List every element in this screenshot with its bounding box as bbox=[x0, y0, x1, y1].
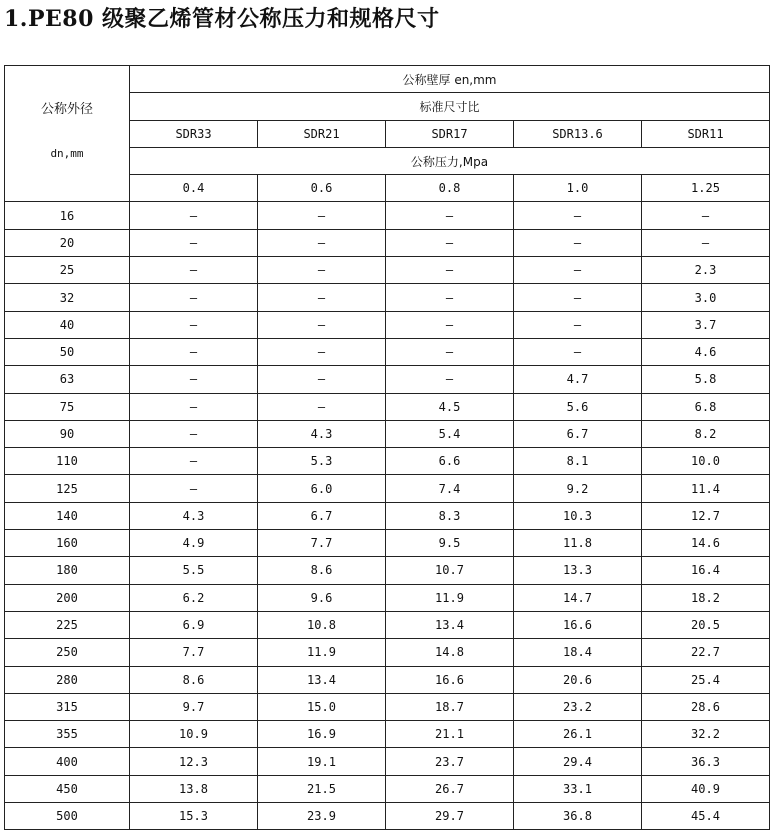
table-row bbox=[5, 557, 770, 584]
thickness-cell: — bbox=[642, 229, 770, 256]
thickness-cell: 11.4 bbox=[642, 475, 770, 502]
thickness-cell: 7.7 bbox=[258, 530, 386, 557]
thickness-cell: 3.7 bbox=[642, 311, 770, 338]
thickness-cell: — bbox=[130, 338, 258, 365]
thickness-cell: 10.3 bbox=[514, 502, 642, 529]
thickness-cell: — bbox=[130, 448, 258, 475]
wall-thickness-header: 公称壁厚 en,mm bbox=[130, 66, 770, 93]
thickness-cell: 14.6 bbox=[642, 530, 770, 557]
dn-cell: 400 bbox=[5, 748, 130, 775]
header-row-wall-thickness bbox=[5, 66, 770, 93]
dn-label-cn: 公称外径 bbox=[40, 102, 93, 117]
thickness-cell: 8.6 bbox=[130, 666, 258, 693]
thickness-cell: — bbox=[130, 202, 258, 229]
thickness-cell: 19.1 bbox=[258, 748, 386, 775]
table-row bbox=[5, 775, 770, 802]
sdr-header-cell: SDR13.6 bbox=[514, 120, 642, 147]
thickness-cell: 20.6 bbox=[514, 666, 642, 693]
thickness-cell: 6.0 bbox=[258, 475, 386, 502]
thickness-cell: 16.6 bbox=[386, 666, 514, 693]
thickness-cell: — bbox=[386, 229, 514, 256]
thickness-cell: 10.0 bbox=[642, 448, 770, 475]
table-row bbox=[5, 338, 770, 365]
thickness-cell: — bbox=[130, 420, 258, 447]
thickness-cell: — bbox=[514, 284, 642, 311]
thickness-cell: 2.3 bbox=[642, 257, 770, 284]
thickness-cell: — bbox=[514, 229, 642, 256]
thickness-cell: 4.9 bbox=[130, 530, 258, 557]
thickness-cell: 15.0 bbox=[258, 693, 386, 720]
thickness-cell: — bbox=[386, 366, 514, 393]
thickness-cell: 18.7 bbox=[386, 693, 514, 720]
thickness-cell: 29.7 bbox=[386, 803, 514, 830]
thickness-cell: 26.7 bbox=[386, 775, 514, 802]
sdr-title-header: 标准尺寸比 bbox=[130, 93, 770, 120]
thickness-cell: 7.4 bbox=[386, 475, 514, 502]
thickness-cell: — bbox=[130, 311, 258, 338]
table-row bbox=[5, 748, 770, 775]
dn-cell: 110 bbox=[5, 448, 130, 475]
thickness-cell: 21.5 bbox=[258, 775, 386, 802]
table-row bbox=[5, 530, 770, 557]
thickness-cell: — bbox=[642, 202, 770, 229]
thickness-cell: — bbox=[514, 257, 642, 284]
sdr-header-cell: SDR17 bbox=[386, 120, 514, 147]
table-row bbox=[5, 803, 770, 830]
thickness-cell: 18.4 bbox=[514, 639, 642, 666]
thickness-cell: — bbox=[130, 475, 258, 502]
table-row bbox=[5, 693, 770, 720]
table-row bbox=[5, 284, 770, 311]
table-row bbox=[5, 475, 770, 502]
thickness-cell: 29.4 bbox=[514, 748, 642, 775]
thickness-cell: 4.3 bbox=[258, 420, 386, 447]
dn-header-cell bbox=[5, 66, 130, 202]
thickness-cell: 36.8 bbox=[514, 803, 642, 830]
thickness-cell: 13.4 bbox=[258, 666, 386, 693]
thickness-cell: 8.2 bbox=[642, 420, 770, 447]
sdr-header-cell: SDR11 bbox=[642, 120, 770, 147]
thickness-cell: 9.6 bbox=[258, 584, 386, 611]
thickness-cell: 25.4 bbox=[642, 666, 770, 693]
dn-cell: 63 bbox=[5, 366, 130, 393]
thickness-cell: — bbox=[258, 284, 386, 311]
thickness-cell: 15.3 bbox=[130, 803, 258, 830]
pressure-header-cell: 1.0 bbox=[514, 175, 642, 202]
thickness-cell: — bbox=[514, 202, 642, 229]
thickness-cell: 14.8 bbox=[386, 639, 514, 666]
table-row bbox=[5, 502, 770, 529]
thickness-cell: 8.6 bbox=[258, 557, 386, 584]
thickness-cell: 6.7 bbox=[258, 502, 386, 529]
thickness-cell: 5.6 bbox=[514, 393, 642, 420]
table-row bbox=[5, 420, 770, 447]
thickness-cell: 8.1 bbox=[514, 448, 642, 475]
dn-cell: 140 bbox=[5, 502, 130, 529]
thickness-cell: — bbox=[258, 257, 386, 284]
thickness-cell: 6.6 bbox=[386, 448, 514, 475]
thickness-cell: — bbox=[130, 393, 258, 420]
thickness-cell: — bbox=[514, 311, 642, 338]
thickness-cell: — bbox=[258, 311, 386, 338]
thickness-cell: 23.7 bbox=[386, 748, 514, 775]
thickness-cell: — bbox=[130, 284, 258, 311]
dn-cell: 25 bbox=[5, 257, 130, 284]
thickness-cell: 18.2 bbox=[642, 584, 770, 611]
pressure-title-header: 公称压力,Mpa bbox=[130, 147, 770, 174]
thickness-cell: 10.7 bbox=[386, 557, 514, 584]
pipe-spec-table bbox=[4, 65, 770, 830]
dn-cell: 125 bbox=[5, 475, 130, 502]
dn-cell: 50 bbox=[5, 338, 130, 365]
dn-cell: 225 bbox=[5, 611, 130, 638]
thickness-cell: 36.3 bbox=[642, 748, 770, 775]
thickness-cell: — bbox=[514, 338, 642, 365]
thickness-cell: — bbox=[386, 311, 514, 338]
thickness-cell: 10.9 bbox=[130, 721, 258, 748]
table-row bbox=[5, 366, 770, 393]
thickness-cell: — bbox=[386, 257, 514, 284]
thickness-cell: 23.9 bbox=[258, 803, 386, 830]
dn-cell: 250 bbox=[5, 639, 130, 666]
thickness-cell: 4.6 bbox=[642, 338, 770, 365]
thickness-cell: 12.3 bbox=[130, 748, 258, 775]
thickness-cell: 40.9 bbox=[642, 775, 770, 802]
thickness-cell: 16.6 bbox=[514, 611, 642, 638]
dn-cell: 280 bbox=[5, 666, 130, 693]
table-row bbox=[5, 639, 770, 666]
thickness-cell: — bbox=[258, 338, 386, 365]
thickness-cell: 23.2 bbox=[514, 693, 642, 720]
thickness-cell: 4.3 bbox=[130, 502, 258, 529]
thickness-cell: 28.6 bbox=[642, 693, 770, 720]
dn-cell: 32 bbox=[5, 284, 130, 311]
dn-cell: 40 bbox=[5, 311, 130, 338]
table-row bbox=[5, 584, 770, 611]
thickness-cell: 16.4 bbox=[642, 557, 770, 584]
dn-cell: 16 bbox=[5, 202, 130, 229]
thickness-cell: 5.3 bbox=[258, 448, 386, 475]
table-row bbox=[5, 448, 770, 475]
dn-cell: 90 bbox=[5, 420, 130, 447]
dn-cell: 160 bbox=[5, 530, 130, 557]
thickness-cell: 13.8 bbox=[130, 775, 258, 802]
thickness-cell: — bbox=[258, 393, 386, 420]
dn-cell: 180 bbox=[5, 557, 130, 584]
thickness-cell: — bbox=[386, 284, 514, 311]
thickness-cell: 5.8 bbox=[642, 366, 770, 393]
thickness-cell: 12.7 bbox=[642, 502, 770, 529]
table-row bbox=[5, 721, 770, 748]
thickness-cell: 6.9 bbox=[130, 611, 258, 638]
thickness-cell: 11.9 bbox=[386, 584, 514, 611]
dn-cell: 500 bbox=[5, 803, 130, 830]
thickness-cell: 20.5 bbox=[642, 611, 770, 638]
dn-cell: 200 bbox=[5, 584, 130, 611]
thickness-cell: 6.7 bbox=[514, 420, 642, 447]
thickness-cell: 9.7 bbox=[130, 693, 258, 720]
thickness-cell: 22.7 bbox=[642, 639, 770, 666]
thickness-cell: 4.7 bbox=[514, 366, 642, 393]
thickness-cell: 11.9 bbox=[258, 639, 386, 666]
thickness-cell: 7.7 bbox=[130, 639, 258, 666]
pressure-header-cell: 0.8 bbox=[386, 175, 514, 202]
thickness-cell: 13.4 bbox=[386, 611, 514, 638]
pressure-header-cell: 1.25 bbox=[642, 175, 770, 202]
table-row bbox=[5, 666, 770, 693]
thickness-cell: — bbox=[386, 338, 514, 365]
thickness-cell: 9.2 bbox=[514, 475, 642, 502]
table-row bbox=[5, 311, 770, 338]
thickness-cell: 33.1 bbox=[514, 775, 642, 802]
thickness-cell: 13.3 bbox=[514, 557, 642, 584]
thickness-cell: 4.5 bbox=[386, 393, 514, 420]
thickness-cell: 3.0 bbox=[642, 284, 770, 311]
dn-cell: 450 bbox=[5, 775, 130, 802]
thickness-cell: 21.1 bbox=[386, 721, 514, 748]
thickness-cell: 6.2 bbox=[130, 584, 258, 611]
table-row bbox=[5, 611, 770, 638]
dn-cell: 355 bbox=[5, 721, 130, 748]
dn-cell: 75 bbox=[5, 393, 130, 420]
thickness-cell: 5.5 bbox=[130, 557, 258, 584]
thickness-cell: — bbox=[386, 202, 514, 229]
thickness-cell: 14.7 bbox=[514, 584, 642, 611]
thickness-cell: 5.4 bbox=[386, 420, 514, 447]
thickness-cell: — bbox=[130, 257, 258, 284]
dn-cell: 315 bbox=[5, 693, 130, 720]
thickness-cell: 32.2 bbox=[642, 721, 770, 748]
thickness-cell: 8.3 bbox=[386, 502, 514, 529]
table-row bbox=[5, 257, 770, 284]
table-row bbox=[5, 393, 770, 420]
thickness-cell: 10.8 bbox=[258, 611, 386, 638]
pressure-header-cell: 0.6 bbox=[258, 175, 386, 202]
thickness-cell: 45.4 bbox=[642, 803, 770, 830]
pressure-header-cell: 0.4 bbox=[130, 175, 258, 202]
table-row bbox=[5, 229, 770, 256]
table-row bbox=[5, 202, 770, 229]
thickness-cell: — bbox=[130, 229, 258, 256]
thickness-cell: 16.9 bbox=[258, 721, 386, 748]
thickness-cell: — bbox=[130, 366, 258, 393]
thickness-cell: — bbox=[258, 229, 386, 256]
thickness-cell: 26.1 bbox=[514, 721, 642, 748]
thickness-cell: — bbox=[258, 202, 386, 229]
thickness-cell: 9.5 bbox=[386, 530, 514, 557]
thickness-cell: — bbox=[258, 366, 386, 393]
sdr-header-cell: SDR33 bbox=[130, 120, 258, 147]
sdr-header-cell: SDR21 bbox=[258, 120, 386, 147]
thickness-cell: 6.8 bbox=[642, 393, 770, 420]
dn-cell: 20 bbox=[5, 229, 130, 256]
thickness-cell: 11.8 bbox=[514, 530, 642, 557]
dn-label-unit: dn,mm bbox=[50, 147, 84, 160]
document-title: 1.PE80 级聚乙烯管材公称压力和规格尺寸 bbox=[4, 6, 440, 32]
